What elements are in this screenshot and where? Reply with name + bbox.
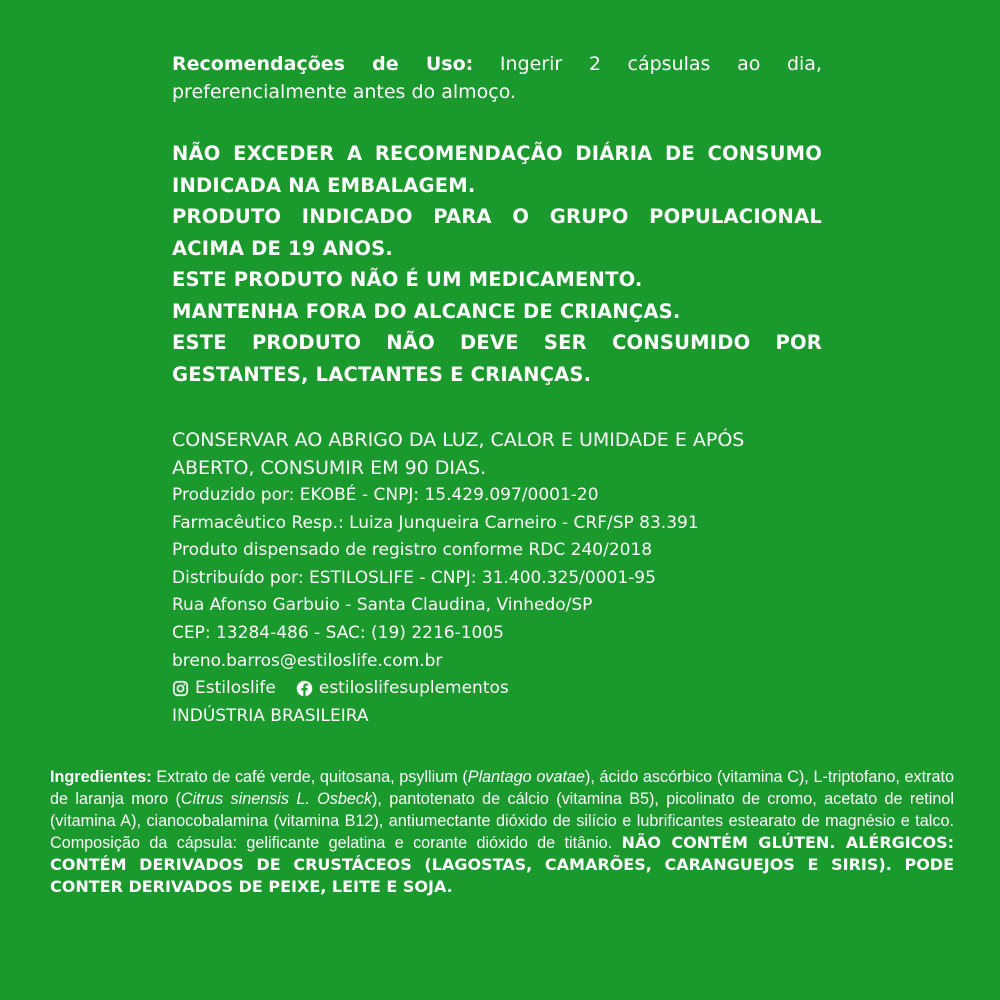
pharmacist: Farmacêutico Resp.: Luiza Junqueira Carneiro - CRF/SP 83.391: [172, 512, 699, 533]
orange-latin-name: Citrus sinensis L. Osbeck: [180, 790, 373, 808]
contact-email: breno.barros@estiloslife.com.br: [172, 650, 443, 671]
warning-pregnant: ESTE PRODUTO NÃO DEVE SER CONSUMIDO POR GESTANTES, LACTANTES E CRIANÇAS.: [172, 331, 822, 386]
warning-age-group: PRODUTO INDICADO PARA O GRUPO POPULACIONAL ACIMA DE 19 ANOS.: [172, 205, 822, 260]
facebook-handle: estiloslifesuplementos: [318, 678, 509, 699]
usage-label: Recomendações de Uso:: [172, 53, 474, 75]
warning-not-medicine: ESTE PRODUTO NÃO É UM MEDICAMENTO.: [172, 268, 643, 291]
manufacturer-info: [172, 482, 822, 730]
social-links: [172, 675, 822, 703]
ingredients-part-1: Extrato de café verde, quitosana, psyllium (: [151, 768, 468, 786]
ingredients-part-2: ), ácido ascórbico (vitamina C), L-triptofano, extrato de laranja moro (: [50, 768, 954, 808]
usage-recommendation: [172, 50, 822, 106]
warning-daily-limit: NÃO EXCEDER A RECOMENDAÇÃO DIÁRIA DE CONSUMO INDICADA NA EMBALAGEM.: [172, 142, 822, 197]
ingredients-list: [50, 766, 954, 898]
instagram-icon: [172, 680, 189, 697]
instagram-handle: Estiloslife: [195, 678, 276, 699]
warning-children-reach: MANTENHA FORA DO ALCANCE DE CRIANÇAS.: [172, 299, 681, 323]
ingredients-part-3: ), pantotenato de cálcio (vitamina B5), picolinato de cromo, acetato de retinol (vitamina A), cianocobalamina (vitamina B12), antiumectante dióxido de silício e lubrificantes estearato de magnésio e talco. Composição da cápsula: gelificante gelatina e corante dióxido de titânio.: [50, 790, 954, 852]
distributor: Distribuído por: ESTILOSLIFE - CNPJ: 31.400.325/0001-95: [172, 567, 656, 588]
ingredients-label: Ingredientes:: [50, 768, 152, 786]
allergen-warning: NÃO CONTÉM GLÚTEN. ALÉRGICOS: CONTÉM DERIVADOS DE CRUSTÁCEOS (LAGOSTAS, CAMARÕES, CARANGUEJOS E SIRIS). PODE CONTER DERIVADOS DE PEIXE, LEITE E SOJA.: [50, 833, 954, 896]
address: Rua Afonso Garbuio - Santa Claudina, Vinhedo/SP: [172, 595, 593, 616]
produced-by: Produzido por: EKOBÉ - CNPJ: 15.429.097/0001-20: [172, 485, 599, 505]
label-main-block: [172, 50, 822, 730]
registration-note: Produto dispensado de registro conforme RDC 240/2018: [172, 540, 653, 561]
cep-sac: CEP: 13284-486 - SAC: (19) 2216-1005: [172, 622, 504, 643]
industry-origin: INDÚSTRIA BRASILEIRA: [172, 705, 369, 726]
warnings-block: [172, 138, 822, 390]
facebook-icon: [296, 680, 313, 697]
usage-text: Ingerir 2 cápsulas ao dia, preferencialmente antes do almoço.: [172, 53, 822, 103]
psyllium-latin-name: Plantago ovatae: [467, 768, 585, 786]
storage-instructions: CONSERVAR AO ABRIGO DA LUZ, CALOR E UMIDADE E APÓS ABERTO, CONSUMIR EM 90 DIAS.: [172, 429, 745, 479]
